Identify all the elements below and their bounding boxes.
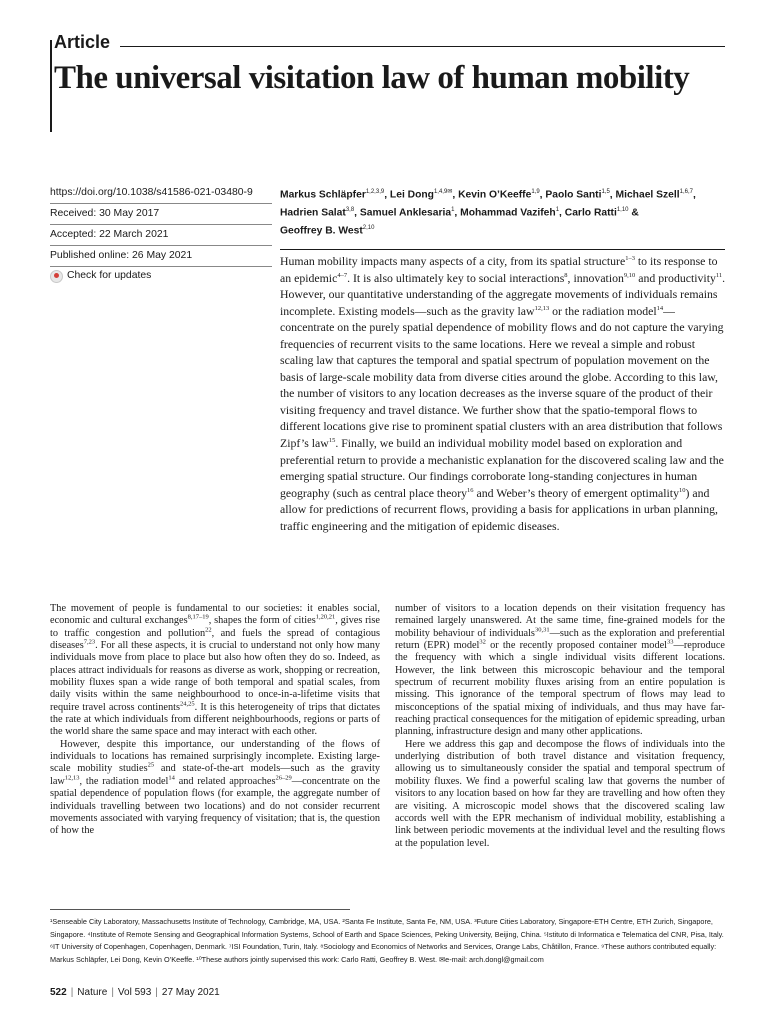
- body-paragraph: The movement of people is fundamental to our societies: it enables social, economic and cultural exchanges$^{8,17-19}$, shapes the form of cities$^{1,20,21}$, gives rise to traffic congestion and pollution$^{22}$, and fuels the spread of contagious diseases$^{7,23}$. For all these aspects, it is crucial to understand not only how many individuals move from place to place but also how often they do so. Indeed, as places attract individuals for reasons as diverse as work, shopping or recreation, mobility fluxes span a wide range of both temporal and spatial scales, from daily visits within the same neighbourhood to once-in-a-lifetime visits that require travel across continents$^{24,25}$. It is this heterogeneity of trips that dictates the rate at which individuals from different neighbourhoods, regions or parts of the world share the same space and may interact with each other.: [50, 603, 381, 738]
- header-rule: [120, 46, 725, 47]
- received-date: Received: 30 May 2017: [50, 208, 160, 219]
- section-label: Article: [54, 32, 111, 52]
- body-column-left: [50, 603, 380, 838]
- meta-divider: [50, 266, 272, 267]
- volume: Vol 593: [117, 987, 152, 998]
- meta-divider: [50, 203, 272, 204]
- meta-divider: [50, 224, 272, 225]
- check-updates-label: Check for updates: [67, 270, 152, 281]
- author-list: Markus Schläpfer$^{1,2,3,9}$, Lei Dong$^{1,4,9✉}$, Kevin O’Keeffe$^{1,9}$, Paolo Santi$^{1,5}$, Michael Szell$^{1,6,7}$, Hadrien Salat$^{3,8}$, Samuel Anklesaria$^1$, Mohammad Vazifeh$^1$, Carlo Ratti$^{1,10}$ & Geoffrey B. West$^{2,10}$: [280, 189, 696, 237]
- abstract: Human mobility impacts many aspects of a city, from its spatial structure$^{1-3}$ to its response to an epidemic$^{4-7}$. It is also ultimately key to social interactions$^8$, innovation$^{9,10}$ and productivity$^{11}$. However, our quantitative understanding of the aggregate movements of individuals remains incomplete. Existing models—such as the gravity law$^{12,13}$ or the radiation model$^{14}$—concentrate on the purely spatial dependence of mobility flows and do not capture the varying frequencies of recurrent visits to the same locations. Here we reveal a simple and robust scaling law that captures the temporal and spatial spectrum of population movement on the basis of large-scale mobility data from diverse cities around the globe. According to this law, the number of visitors to any location decreases as the inverse square of the product of their visiting frequency and travel distance. We further show that the spatio-temporal flows to different locations give rise to prominent spatial clusters with an area distribution that follows Zipf’s law$^{15}$. Finally, we build an individual mobility model based on exploration and preferential return to provide a mechanistic explanation for the discovered scaling law and the emerging spatial structure. Our findings corroborate long-standing conjectures in human geography (such as central place theory$^{16}$ and Weber’s theory of emergent optimality$^{10}$) and allow for predictions of recurrent flows, providing a basis for applications in urban planning, traffic engineering and the mitigation of epidemic diseases.: [280, 254, 726, 533]
- section-rule: [50, 40, 52, 132]
- body-column-right: [395, 603, 725, 850]
- article-title: The universal visitation law of human mobility: [54, 60, 690, 96]
- check-updates-icon: [50, 270, 63, 283]
- body-paragraph: Here we address this gap and decompose the flows of individuals into the underlying distribution of both travel distance and visitation frequency, allowing us to simultaneously consider the spatial and temporal spectrum of mobility fluxes. We find a powerful scaling law that governs the number of visitors to any location based on how far they are travelling and how often they are visiting. A microscopic model shows that the discovered scaling law accords well with the EPR mechanism of individual mobility, establishing a link between periodic movements at the individual level and the resulting flows at the population level.: [395, 738, 725, 849]
- meta-divider: [50, 245, 272, 246]
- page-footer: 522 | Nature | Vol 593 | 27 May 2021: [50, 987, 220, 998]
- issue-date: 27 May 2021: [161, 987, 220, 998]
- check-updates-button[interactable]: [50, 269, 272, 283]
- journal-name: Nature: [77, 987, 108, 998]
- accepted-date: Accepted: 22 March 2021: [50, 229, 169, 240]
- doi-link[interactable]: https://doi.org/10.1038/s41586-021-03480-9: [50, 187, 253, 198]
- body-paragraph: However, despite this importance, our understanding of the flows of individuals to locations has remained surprisingly incomplete. Existing large-scale mobility studies$^{25}$ and state-of-the-art models—such as the gravity law$^{12,13}$, the radiation model$^{14}$ and related approaches$^{26-29}$—concentrate on the spatial dependence of population flows (for example, the aggregate number of individuals travelling between two locations) and do not consider recurrent movements associated with varying frequency of visitation; that is, the question of how the: [50, 738, 380, 837]
- abstract-rule: [280, 249, 725, 250]
- body-paragraph: number of visitors to a location depends on their visitation frequency has remained largely unanswered. At the same time, fine-grained models for the mobility behaviour of individuals$^{30,31}$—such as the exploration and preferential return (EPR) model$^{32}$ or the recently proposed container model$^{33}$—reproduce the frequency with which a single individual visits different locations. However, the link between this microscopic behaviour and the temporal spectrum of recurrent mobility fluxes arising from an entire population is missing. This ignorance of the temporal spectrum of flows may lead to misconceptions of the spatial mixing of individuals, and thus may have far-reaching practical consequences for the mitigation of epidemic spreading, urban planning, infrastructure design and many other applications.: [395, 603, 725, 738]
- page-number: 522: [50, 987, 67, 998]
- footnote-rule: [50, 909, 350, 910]
- affiliations-footnote: ¹Senseable City Laboratory, Massachusetts Institute of Technology, Cambridge, MA, USA. ²Santa Fe Institute, Santa Fe, NM, USA. ³Future Cities Laboratory, Singapore-ETH Centre, ETH Zurich, Singapore, Singapore. ⁴Institute of Remote Sensing and Geographical Information Systems, School of Earth and Space Sciences, Peking University, Beijing, China. ⁵Istituto di Informatica e Telematica del CNR, Pisa, Italy. ⁶IT University of Copenhagen, Copenhagen, Denmark. ⁷ISI Foundation, Turin, Italy. ⁸Sociology and Economics of Networks and Services, Orange Labs, Châtillon, France. ⁹These authors contributed equally: Markus Schläpfer, Lei Dong, Kevin O’Keeffe. ¹⁰These authors jointly supervised this work: Carlo Ratti, Geoffrey B. West. ✉e-mail: arch.dongl@gmail.com: [50, 917, 724, 964]
- published-date: Published online: 26 May 2021: [50, 250, 193, 261]
